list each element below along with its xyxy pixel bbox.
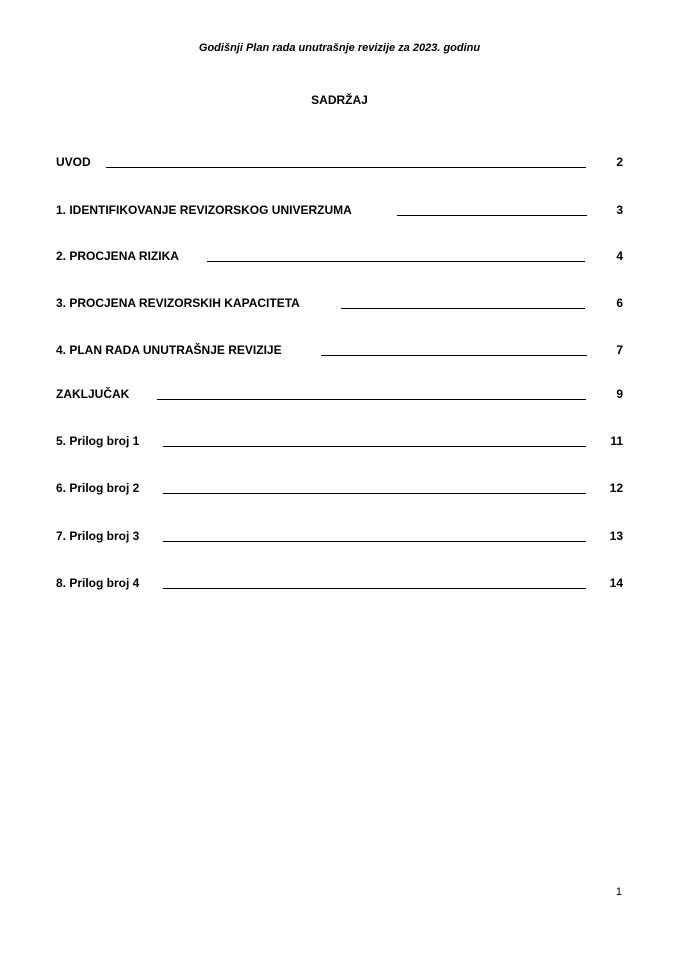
toc-entry[interactable] <box>56 249 623 265</box>
toc-entry-title: UVOD <box>56 155 91 169</box>
toc-entry[interactable] <box>56 203 623 219</box>
toc-entry-title: 7. Prilog broj 3 <box>56 529 140 543</box>
page-header: Godišnji Plan rada unutrašnje revizije za 2023. godinu <box>198 42 481 54</box>
toc-entry-title: 4. PLAN RADA UNUTRAŠNJE REVIZIJE <box>56 343 282 357</box>
toc-entry-title: 6. Prilog broj 2 <box>56 481 140 495</box>
toc-leader-line <box>163 541 586 542</box>
toc-entry-page: 12 <box>609 481 623 495</box>
toc-entry-title: 3. PROCJENA REVIZORSKIH KAPACITETA <box>56 296 300 310</box>
toc-entry-page: 3 <box>616 203 623 217</box>
toc-entry[interactable] <box>56 481 623 497</box>
toc-leader-line <box>163 493 586 494</box>
toc-entry-title: 5. Prilog broj 1 <box>56 434 140 448</box>
toc-heading: SADRŽAJ <box>311 93 368 107</box>
toc-entry-title: 2. PROCJENA RIZIKA <box>56 249 179 263</box>
toc-entry-page: 9 <box>616 387 623 401</box>
toc-leader-line <box>341 308 585 309</box>
toc-entry-page: 4 <box>616 249 623 263</box>
toc-entry-page: 11 <box>610 434 623 448</box>
toc-leader-line <box>106 167 586 168</box>
toc-entry[interactable] <box>56 434 623 450</box>
toc-leader-line <box>397 215 587 216</box>
toc-leader-line <box>163 446 586 447</box>
toc-entry-page: 7 <box>616 343 623 357</box>
toc-entry-title: 8. Prilog broj 4 <box>56 576 140 590</box>
toc-leader-line <box>163 588 586 589</box>
toc-leader-line <box>207 261 585 262</box>
toc-entry[interactable] <box>56 387 623 403</box>
toc-entry[interactable] <box>56 576 623 592</box>
toc-leader-line <box>157 399 586 400</box>
page-number: 1 <box>615 886 622 898</box>
toc-entry-title: ZAKLJUČAK <box>56 387 130 401</box>
toc-entry-title: 1. IDENTIFIKOVANJE REVIZORSKOG UNIVERZUMA <box>56 203 352 217</box>
toc-entry-page: 13 <box>609 529 623 543</box>
toc-leader-line <box>321 355 587 356</box>
toc-entry-page: 14 <box>609 576 623 590</box>
toc-entry[interactable] <box>56 155 623 171</box>
toc-entry[interactable] <box>56 529 623 545</box>
toc-entry-page: 6 <box>616 296 623 310</box>
toc-entry[interactable] <box>56 343 623 359</box>
toc-entry[interactable] <box>56 296 623 312</box>
toc-entry-page: 2 <box>616 155 623 169</box>
